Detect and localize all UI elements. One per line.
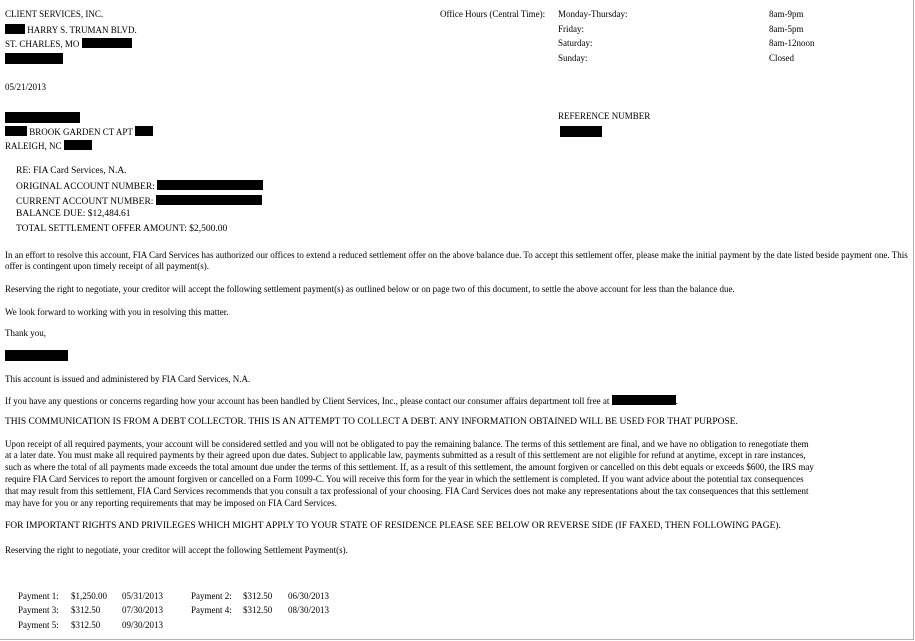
sender-city-line [5, 38, 132, 50]
original-account-label: ORIGINAL ACCOUNT NUMBER: [16, 182, 155, 192]
signature-redaction [5, 350, 68, 361]
reference-label: REFERENCE NUMBER [558, 111, 651, 121]
paragraph-contact [5, 395, 678, 407]
phone-redaction [612, 395, 676, 405]
payment-amount: $312.50 [71, 605, 101, 615]
settlement-terms-line: Upon receipt of all required payments, your account will be considered settled and you will not be obligated to pay the remaining balance. The terms of this settlement are final, and we have no obligation to renegotiate them [5, 439, 809, 449]
payment-amount: $312.50 [243, 605, 273, 615]
redaction-block [5, 53, 63, 64]
debt-collector-notice: THIS COMMUNICATION IS FROM A DEBT COLLECTOR. THIS IS AN ATTEMPT TO COLLECT A DEBT. ANY INFORMATION OBTAINED WILL BE USED FOR THAT PURPOSE. [5, 417, 738, 427]
office-hours-label: Office Hours (Central Time): [440, 9, 546, 19]
payment-date: 07/30/2013 [122, 605, 164, 615]
sender-street: HARRY S. TRUMAN BLVD. [27, 25, 137, 35]
sender-company: CLIENT SERVICES, INC. [5, 9, 104, 19]
redaction-block [64, 140, 92, 150]
payment-date: 06/30/2013 [288, 591, 330, 601]
office-hours-day: Friday: [558, 24, 584, 34]
office-hours-time: 8am-12noon [769, 38, 815, 48]
settlement-terms-line: such as where the total of all payments made exceeds the total amount due under the terms of this settlement. If, as a result of this settlement, the amount forgiven or cancelled on this debt equals or exceeds $600, the IRS may [5, 462, 814, 472]
letter-date: 05/21/2013 [5, 82, 47, 92]
payment-amount: $312.50 [71, 620, 101, 630]
settlement-terms-line: that may result from this settlement, FIA Card Services recommends that you consult a tax professional of your choosing. FIA Card Services does not make any representations about the tax consequences that this settlement [5, 486, 809, 496]
payment-label: Payment 4: [191, 605, 232, 615]
payment-date: 05/31/2013 [122, 591, 164, 601]
recipient-city-line [5, 140, 92, 152]
office-hours-day: Saturday: [558, 38, 593, 48]
current-account-line [16, 195, 262, 209]
settlement-terms-line: at a later date. You must make all required payments by their agreed upon due dates. Subject to applicable law, payments submitted as a result of this settlement are not eligible for refund at anytime, except in rare instances, [5, 450, 806, 460]
payment-label: Payment 5: [18, 620, 59, 630]
paragraph-settlement-offer: In an effort to resolve this account, FIA Card Services has authorized our offices to extend a reduced settlement offer on the above balance due. To accept this settlement offer, please make the initial payment by the date listed beside payment one. This offer is contingent upon timely receipt of all payment(s). [5, 250, 908, 271]
office-hours-day: Sunday: [558, 53, 588, 63]
office-hours-time: Closed [769, 53, 795, 63]
payment-amount: $1,250.00 [71, 591, 107, 601]
contact-text: If you have any questions or concerns regarding how your account has been handled by Client Services, Inc., please contact our consumer affairs department toll free at [5, 396, 610, 406]
office-hours-time: 8am-9pm [769, 9, 804, 19]
payment-date: 08/30/2013 [288, 605, 330, 615]
office-hours-day: Monday-Thursday: [558, 9, 628, 19]
redaction-block [560, 126, 602, 137]
redaction-block [5, 112, 80, 123]
settlement-terms-line: may have for you or any reporting requirements that may be imposed on FIA Card Services. [5, 498, 337, 508]
original-account-line [16, 180, 263, 194]
redaction-block [135, 126, 153, 136]
paragraph-thank-you: Thank you, [5, 328, 46, 338]
payment-label: Payment 3: [18, 605, 59, 615]
payment-amount: $312.50 [243, 591, 273, 601]
contact-text-end: . [675, 396, 678, 406]
payment-date: 09/30/2013 [122, 620, 164, 630]
payment-label: Payment 1: [18, 591, 59, 601]
redaction-block [5, 126, 27, 136]
settlement-amount: TOTAL SETTLEMENT OFFER AMOUNT: $2,500.00 [16, 224, 228, 234]
current-account-label: CURRENT ACCOUNT NUMBER: [16, 197, 154, 207]
redaction-block [156, 195, 262, 205]
sender-street-line [5, 24, 137, 36]
redaction-block [5, 24, 25, 34]
redaction-block [157, 180, 263, 190]
recipient-street: BROOK GARDEN CT APT [29, 127, 133, 137]
recipient-city: RALEIGH, NC [5, 141, 62, 151]
payment-label: Payment 2: [191, 591, 232, 601]
redaction-block [82, 38, 132, 48]
re-line: RE: FIA Card Services, N.A. [16, 166, 127, 176]
paragraph-reserving-right: Reserving the right to negotiate, your creditor will accept the following settlement payment(s) as outlined below or on page two of this document, to settle the above account for less than the balance due. [5, 284, 735, 294]
balance-due: BALANCE DUE: $12,484.61 [16, 209, 131, 219]
office-hours-time: 8am-5pm [769, 24, 804, 34]
paragraph-look-forward: We look forward to working with you in resolving this matter. [5, 307, 229, 317]
sender-city: ST. CHARLES, MO [5, 39, 80, 49]
settlement-terms-line: require FIA Card Services to report the amount forgiven or cancelled on a Form 1099-C. You will receive this form for the year in which the settlement is completed. If you want advice about the potential tax consequences [5, 474, 804, 484]
recipient-street-line [5, 126, 153, 138]
rights-notice: FOR IMPORTANT RIGHTS AND PRIVILEGES WHICH MIGHT APPLY TO YOUR STATE OF RESIDENCE PLEASE SEE BELOW OR REVERSE SIDE (IF FAXED, THEN FOLLOWING PAGE). [5, 521, 781, 531]
paragraph-settlement-payments: Reserving the right to negotiate, your creditor will accept the following Settlement Payment(s). [5, 545, 348, 555]
paragraph-issued-by: This account is issued and administered by FIA Card Services, N.A. [5, 374, 251, 384]
